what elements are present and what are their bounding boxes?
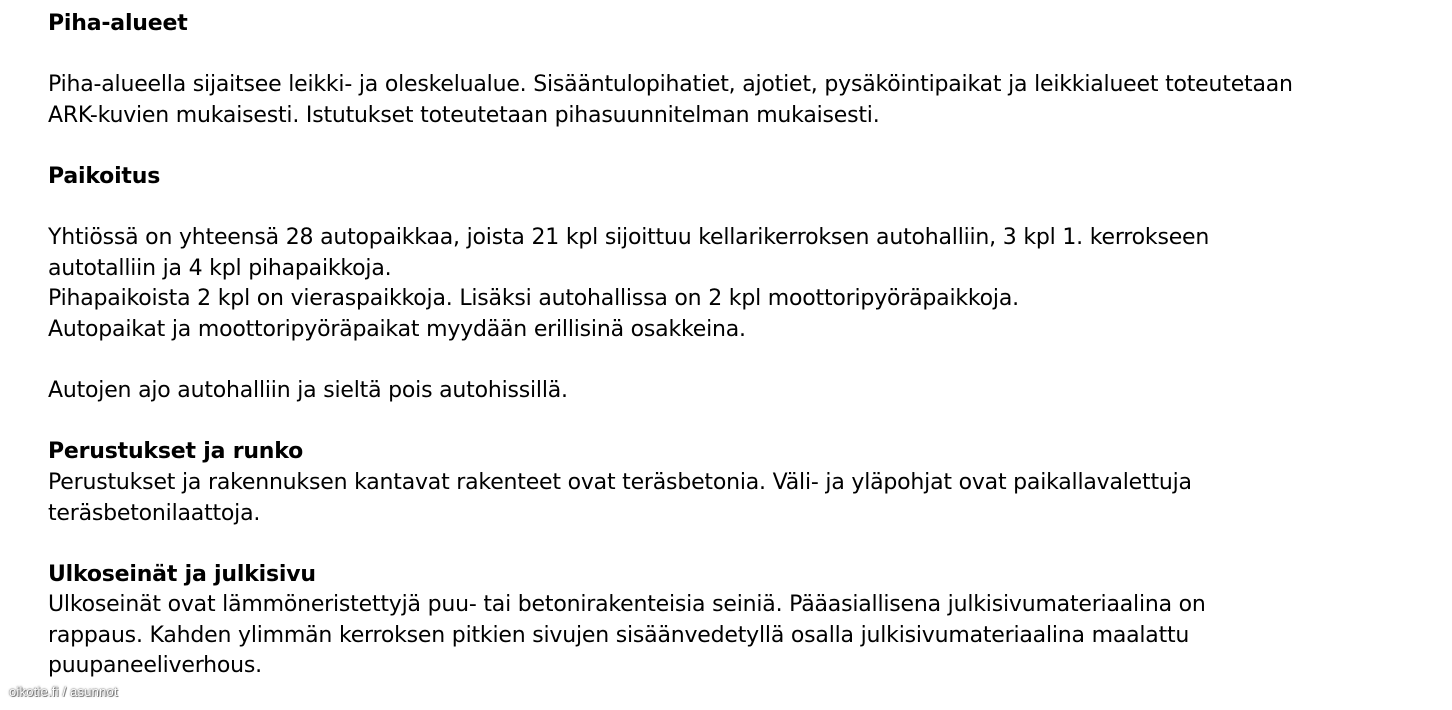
heading-perustukset-ja-runko: Perustukset ja runko <box>48 439 304 465</box>
paragraph-line: ARK-kuvien mukaisesti. Istutukset toteutetaan pihasuunnitelman mukaisesti. <box>48 102 880 128</box>
heading-paikoitus: Paikoitus <box>48 163 161 189</box>
document-body <box>48 9 1428 682</box>
watermark: oikotie.fi / asunnot <box>9 684 118 699</box>
paragraph-line: Perustukset ja rakennuksen kantavat rakenteet ovat teräsbetonia. Väli- ja yläpohjat ovat paikallavalettuja <box>48 469 1192 495</box>
heading-ulkoseinat-ja-julkisivu: Ulkoseinät ja julkisivu <box>48 561 316 587</box>
heading-piha-alueet: Piha-alueet <box>48 11 188 36</box>
paragraph-line: Autojen ajo autohalliin ja sieltä pois autohissillä. <box>48 378 568 404</box>
spacer <box>48 529 1428 560</box>
paragraph-line: rappaus. Kahden ylimmän kerroksen pitkien sivujen sisäänvedetyllä osalla julkisivumateriaalina maalattu <box>48 622 1190 648</box>
paragraph-line: autotalliin ja 4 kpl pihapaikkoja. <box>48 255 392 281</box>
spacer <box>48 346 1428 377</box>
paragraph-line: Ulkoseinät ovat lämmöneristettyjä puu- tai betonirakenteisia seiniä. Pääasiallisena julkisivumateriaalina on <box>48 592 1206 618</box>
paragraph-line: Pihapaikoista 2 kpl on vieraspaikkoja. Lisäksi autohallissa on 2 kpl moottoripyöräpaikkoja. <box>48 286 1019 312</box>
spacer <box>48 40 1428 71</box>
paragraph-line: Yhtiössä on yhteensä 28 autopaikkaa, joista 21 kpl sijoittuu kellarikerroksen autohalliin, 3 kpl 1. kerrokseen <box>48 225 1210 251</box>
spacer <box>48 193 1428 224</box>
paragraph-line: puupaneeliverhous. <box>48 653 262 679</box>
paragraph-line: Autopaikat ja moottoripyöräpaikat myydään erillisinä osakkeina. <box>48 316 746 342</box>
spacer <box>48 407 1428 438</box>
spacer <box>48 131 1428 162</box>
paragraph-line: teräsbetonilaattoja. <box>48 500 261 526</box>
paragraph-line: Piha-alueella sijaitsee leikki- ja oleskelualue. Sisääntulopihatiet, ajotiet, pysäköintipaikat ja leikkialueet toteutetaan <box>48 72 1293 98</box>
